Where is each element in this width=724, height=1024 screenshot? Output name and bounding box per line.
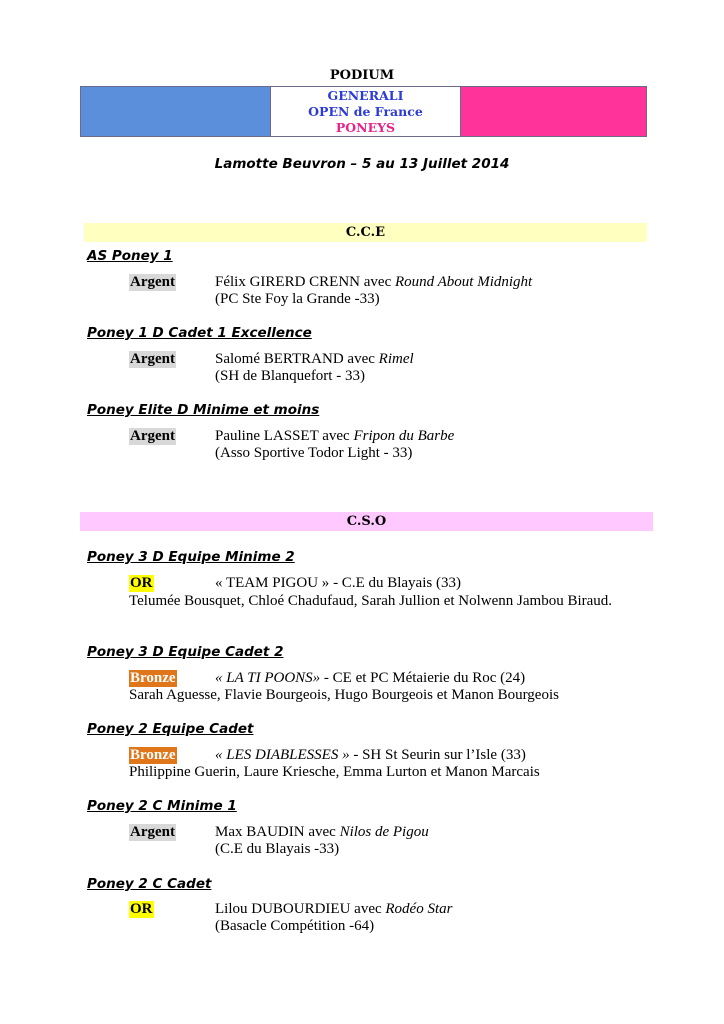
category-title: Poney 2 C Cadet bbox=[87, 876, 212, 892]
medal-badge: Argent bbox=[130, 824, 175, 840]
category-title: Poney 3 D Equipe Cadet 2 bbox=[87, 644, 284, 660]
medal-badge: OR bbox=[130, 575, 153, 591]
horse-name: Rimel bbox=[378, 351, 414, 367]
category-title: AS Poney 1 bbox=[87, 248, 173, 264]
medal-badge: Argent bbox=[130, 428, 175, 444]
medal-badge: Bronze bbox=[130, 670, 176, 686]
banner-line1: GENERALI bbox=[327, 87, 404, 103]
horse-name: Nilos de Pigou bbox=[339, 824, 429, 840]
rider-line: Lilou DUBOURDIEU avec Rodéo Star bbox=[215, 901, 453, 917]
category-title: Poney 2 Equipe Cadet bbox=[87, 721, 254, 737]
banner-pink-block bbox=[461, 87, 646, 136]
club-line: (PC Ste Foy la Grande -33) bbox=[215, 291, 380, 307]
team-line: « LES DIABLESSES » - SH St Seurin sur l’Isle (33) bbox=[215, 747, 526, 763]
medal-badge: Argent bbox=[130, 274, 175, 290]
rider-line: Salomé BERTRAND avec Rimel bbox=[215, 351, 414, 367]
medal-badge: Bronze bbox=[130, 747, 176, 763]
section-cso-header: C.S.O bbox=[80, 512, 653, 531]
club-line: (Asso Sportive Todor Light - 33) bbox=[215, 445, 413, 461]
club-line: (SH de Blanquefort - 33) bbox=[215, 368, 365, 384]
category-title: Poney 1 D Cadet 1 Excellence bbox=[87, 325, 312, 341]
event-banner bbox=[80, 86, 647, 137]
rider-line: Max BAUDIN avec Nilos de Pigou bbox=[215, 824, 429, 840]
category-title: Poney 3 D Equipe Minime 2 bbox=[87, 549, 295, 565]
horse-name: Rodéo Star bbox=[385, 901, 453, 917]
horse-name: Round About Midnight bbox=[394, 274, 533, 290]
rider-line: Pauline LASSET avec Fripon du Barbe bbox=[215, 428, 455, 444]
team-line: « TEAM PIGOU » - C.E du Blayais (33) bbox=[215, 575, 461, 591]
club-line: (Basacle Compétition -64) bbox=[215, 918, 375, 934]
podium-title: PODIUM bbox=[329, 68, 395, 83]
horse-name: Fripon du Barbe bbox=[353, 428, 455, 444]
team-members: Sarah Aguesse, Flavie Bourgeois, Hugo Bourgeois et Manon Bourgeois bbox=[129, 687, 559, 703]
team-members: Philippine Guerin, Laure Kriesche, Emma Lurton et Manon Marcais bbox=[129, 764, 540, 780]
team-members: Telumée Bousquet, Chloé Chadufaud, Sarah Jullion et Nolwenn Jambou Biraud. bbox=[129, 593, 613, 609]
banner-line2: OPEN de France bbox=[308, 103, 423, 119]
medal-badge: OR bbox=[130, 901, 153, 917]
team-line: « LA TI POONS» - CE et PC Métaierie du Roc (24) bbox=[215, 670, 526, 686]
category-title: Poney 2 C Minime 1 bbox=[87, 798, 237, 814]
medal-badge: Argent bbox=[130, 351, 175, 367]
section-cce-header: C.C.E bbox=[84, 223, 647, 242]
club-line: (C.E du Blayais -33) bbox=[215, 841, 340, 857]
event-location-date: Lamotte Beuvron – 5 au 13 Juillet 2014 bbox=[214, 156, 510, 172]
banner-center bbox=[270, 87, 461, 136]
banner-blue-block bbox=[81, 87, 270, 136]
banner-line3: PONEYS bbox=[335, 119, 396, 135]
rider-line: Félix GIRERD CRENN avec Round About Midnight bbox=[215, 274, 533, 290]
category-title: Poney Elite D Minime et moins bbox=[87, 402, 320, 418]
